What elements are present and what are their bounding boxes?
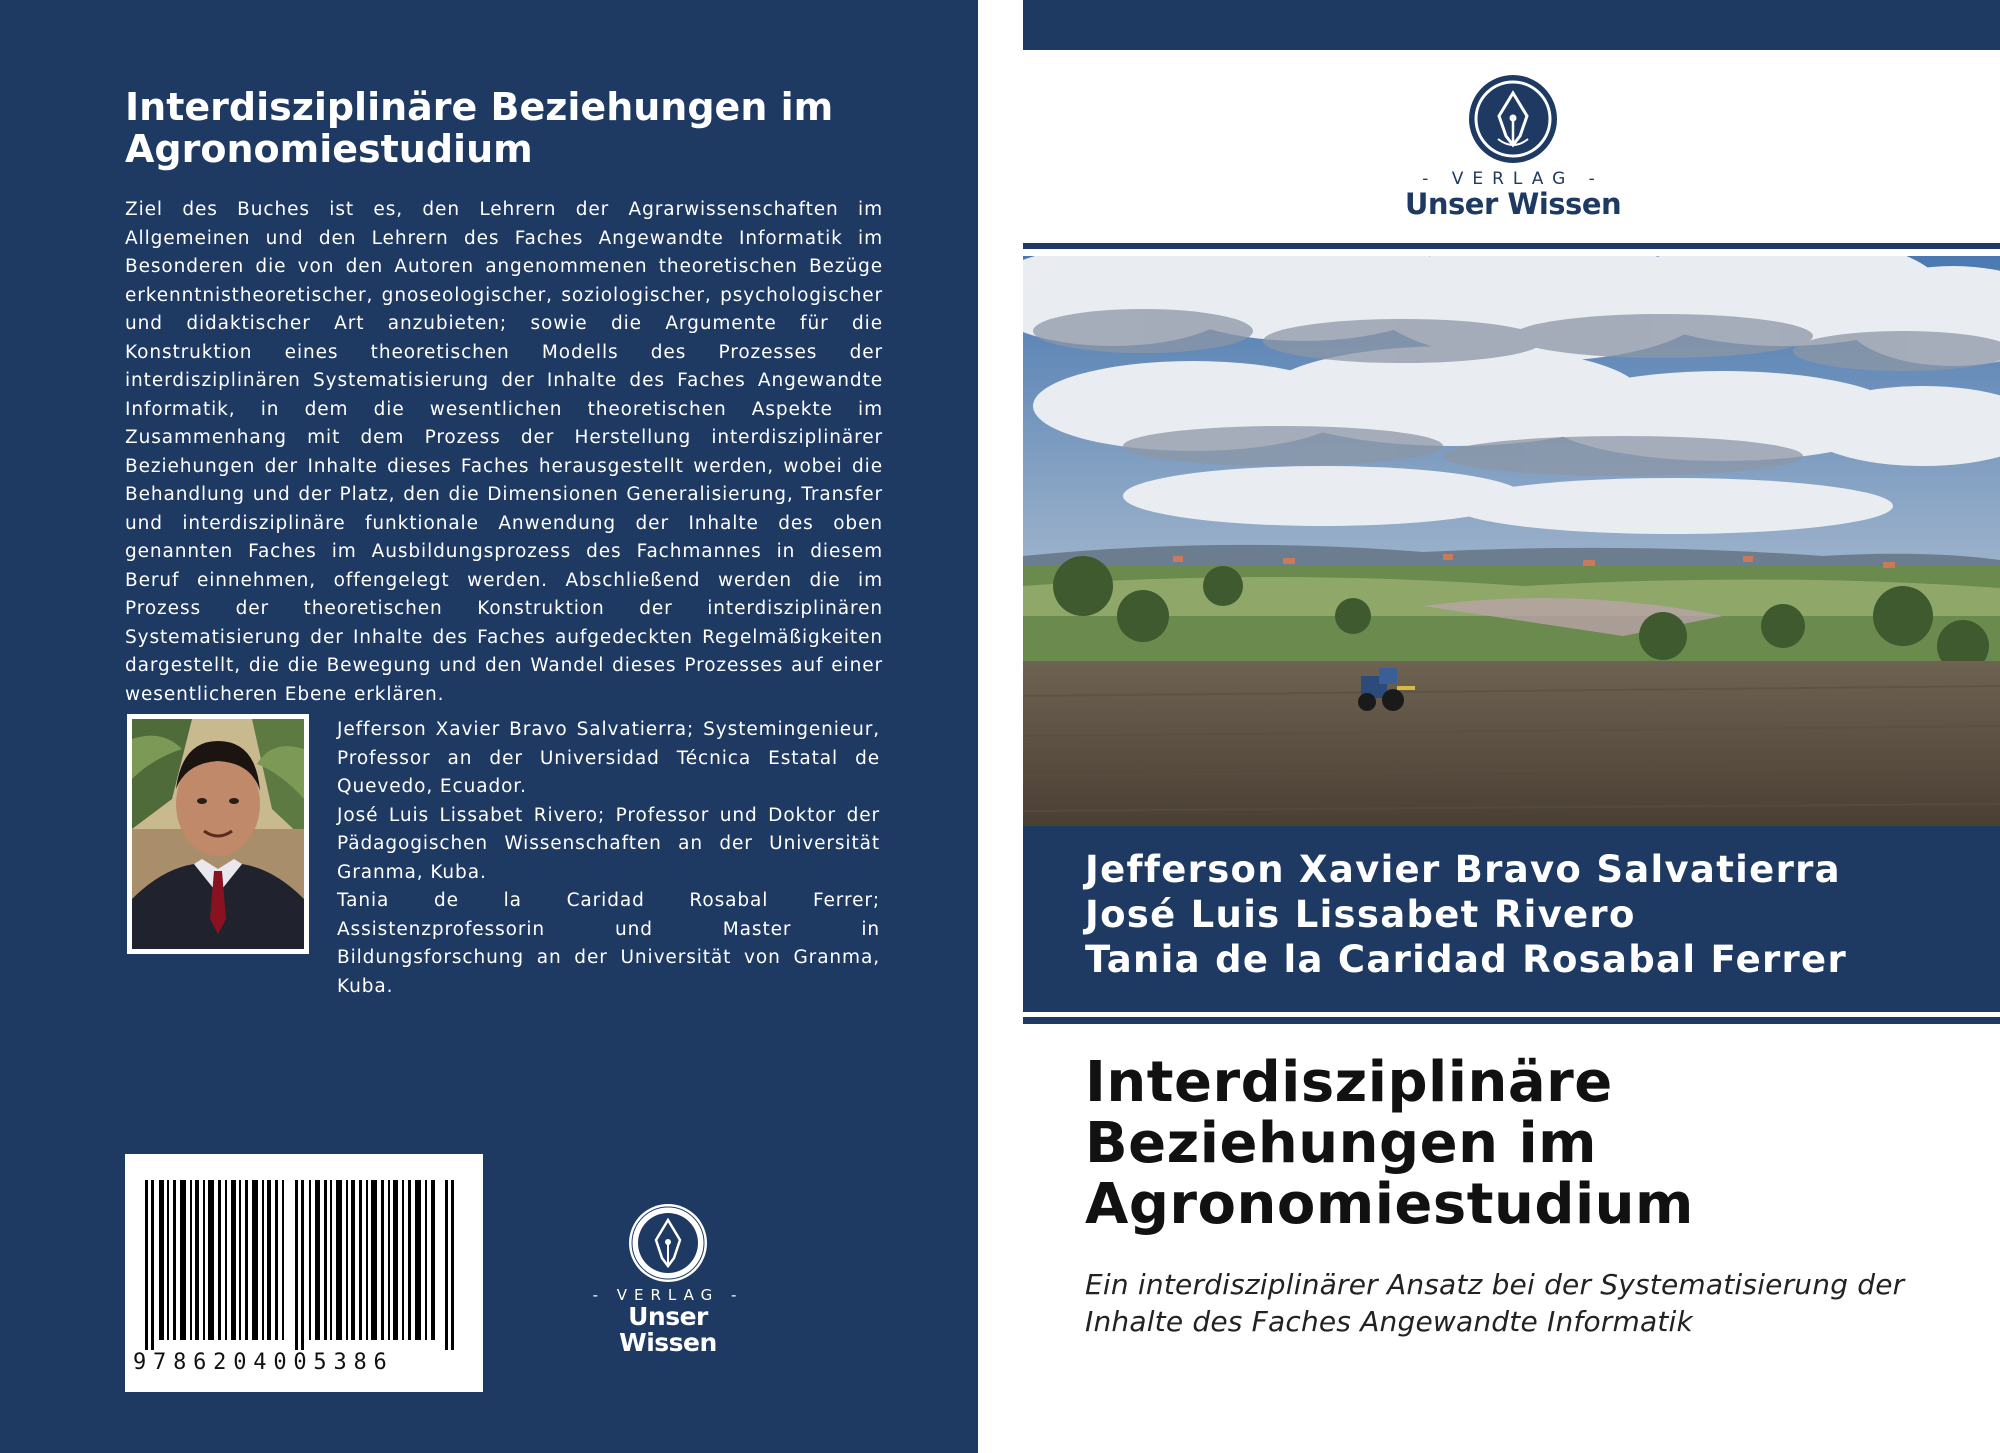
author-name-1: Jefferson Xavier Bravo Salvatierra [1085,848,1841,891]
spine-gap [978,0,1023,1453]
back-logo-verlag: - VERLAG - [592,1286,744,1304]
front-cover-subtitle: Ein interdisziplinärer Ansatz bei der Systematisierung der Inhalte des Faches Angewandte Informatik [1085,1268,1905,1338]
front-cover-title: Interdisziplinäre Beziehungen im Agronomiestudium [1085,1050,1694,1237]
bottom-divider-rule [1023,1017,2000,1024]
author-photo [127,714,309,954]
back-logo-brand: Unser Wissen [619,1302,717,1357]
author-biographies: Jefferson Xavier Bravo Salvatierra; Systemingenieur, Professor an der Universidad Técnica Estatal de Quevedo, Ecuador. José Luis Lissabet Rivero; Professor und Doktor der Pädagogischen Wissenschaften an der Universität Granma, Kuba. Tania de la Caridad Rosabal Ferrer; Assistenzprofessorin und Master in Bildungsforschung an der Universität von Granma, Kuba. [337,719,880,997]
barcode-bars [145,1180,463,1350]
front-logo-brand: Unser Wissen [1404,187,1622,221]
fountain-pen-nib-icon [1467,73,1559,165]
back-cover-title: Interdisziplinäre Beziehungen im Agronomiestudium [125,85,834,171]
isbn-barcode [125,1154,483,1392]
front-cover [1023,0,2000,1453]
cover-landscape-photo [1023,256,2000,826]
fountain-pen-nib-icon [627,1202,709,1284]
authors-band [1023,826,2000,1012]
isbn-number: 9786204005386 [133,1350,394,1375]
back-cover-blurb: Ziel des Buches ist es, den Lehrern der Agrarwissenschaften im Allgemeinen und den Lehrern des Faches Angewandte Informatik im Besonderen die von den Autoren angenommenen theoretischen Bezüge erkenntnistheoretischer, gnoseologischer, soziologischer, psychologischer und didaktischer Art anzubieten; sowie die Argumente für die Konstruktion eines theoretischen Modells des Prozesses der interdisziplinären Systematisierung der Inhalte des Faches Angewandte Informatik, in dem die wesentlichen theoretischen Aspekte im Zusammenhang mit dem Prozess der Herstellung interdisziplinärer Beziehungen der Inhalte dieses Faches herausgestellt werden, wobei die Behandlung und der Platz, den die Dimensionen Generalisierung, Transfer und interdisziplinäre funktionale Anwendung der Inhalte des oben genannten Faches im Ausbildungsprozess des Fachmannes in diesem Beruf einnehmen, offengelegt werden. Abschließend werden die im Prozess der theoretischen Konstruktion der interdisziplinären Systematisierung der Inhalte des Faches aufgedeckten Regelmäßigkeiten dargestellt, die die Bewegung und den Wandel dieses Prozesses auf einer wesentlicheren Ebene erklären. [125,199,883,705]
top-divider-rule [1023,243,2000,249]
front-publisher-logo [1393,73,1633,219]
back-cover [0,0,978,1453]
author-name-3: Tania de la Caridad Rosabal Ferrer [1085,938,1847,981]
front-top-bar [1023,0,2000,50]
author-name-2: José Luis Lissabet Rivero [1085,893,1636,936]
farmland-tractor-image [1023,256,2000,826]
author-portrait-image [132,719,304,949]
back-publisher-logo [580,1202,756,1356]
front-logo-verlag: - VERLAG - [1422,169,1604,189]
